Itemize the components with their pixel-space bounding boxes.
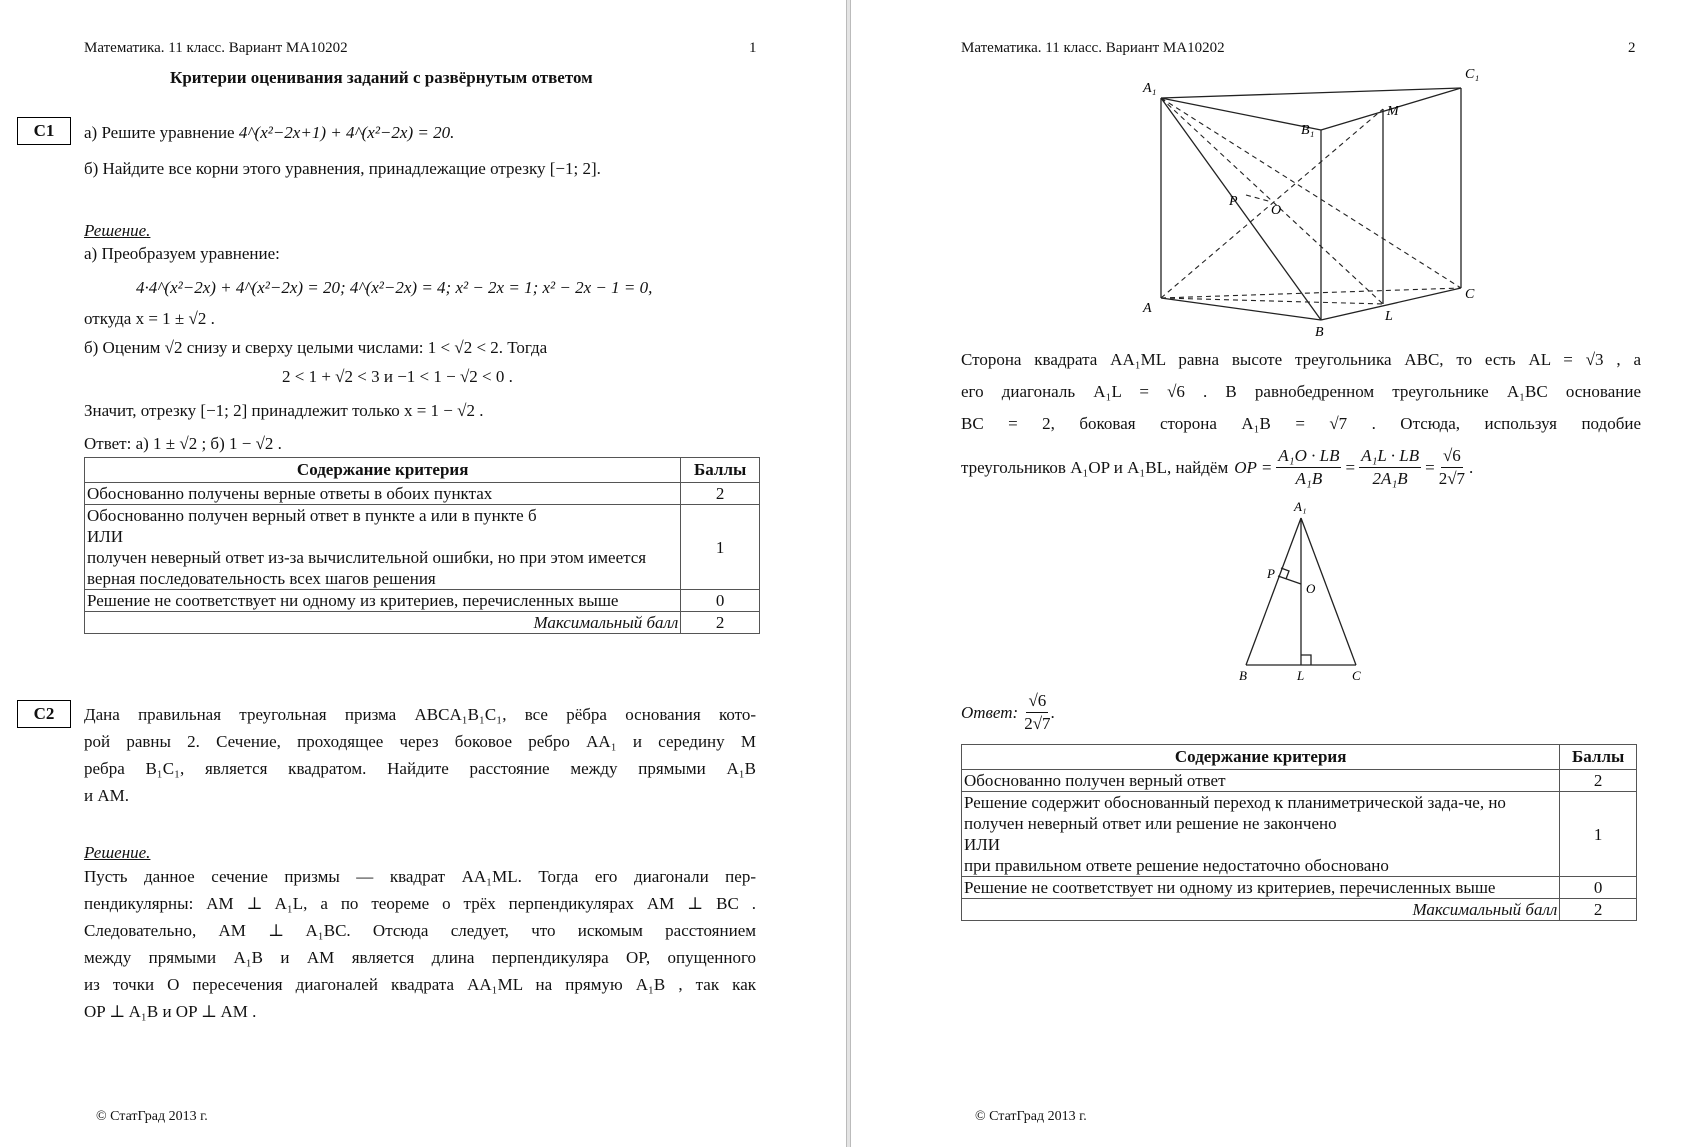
p2-answer: Ответ: $\frac{√6}{2√7}$ . bbox=[961, 691, 1055, 733]
triangle-label-c: C bbox=[1352, 668, 1361, 683]
c1-equation-line: 4·4^(x²−2x) + 4^(x²−2x) = 20; 4^(x²−2x) = 4; x² − 2x = 1; x² − 2x − 1 = 0, bbox=[136, 278, 653, 297]
triangle-label-b: B bbox=[1239, 668, 1247, 683]
c1-task-b: б) Найдите все корни этого уравнения, принадлежащие отрезку [−1; 2]. bbox=[84, 159, 601, 178]
c2-solution-line-5: из точки O пересечения диагоналей квадрата AA₁ML на прямую A₁B , так как bbox=[84, 975, 756, 994]
c1-criteria-table bbox=[84, 457, 760, 634]
formula-fraction-3 bbox=[1439, 445, 1465, 490]
table-header-points: Баллы bbox=[681, 458, 760, 483]
fraction-denominator: A₁B bbox=[1295, 469, 1323, 488]
c2-task-line-1: Дана правильная треугольная призма ABCA₁B₁C₁, все рёбра основания кото- bbox=[84, 705, 756, 724]
c1-inequality: 2 < 1 + √2 < 3 и −1 < 1 − √2 < 0 . bbox=[282, 367, 513, 386]
c1-step-a: а) Преобразуем уравнение: bbox=[84, 244, 280, 263]
criteria-text: Обоснованно получен верный ответ в пункте а или в пункте б bbox=[87, 506, 537, 525]
page-2 bbox=[851, 0, 1697, 1147]
criteria-text: Обоснованно получены верные ответы в обоих пунктах bbox=[85, 483, 681, 505]
triangle-label-a1: A₁ bbox=[1294, 499, 1307, 514]
page-title: Критерии оценивания заданий с развёрнутым ответом bbox=[170, 68, 593, 87]
triangle-label-l: L bbox=[1297, 668, 1305, 683]
c1-task-a-prefix: а) Решите уравнение bbox=[84, 123, 235, 142]
c2-criteria-table bbox=[961, 744, 1637, 921]
table-header-points: Баллы bbox=[1560, 745, 1637, 770]
criteria-text: Решение содержит обоснованный переход к планиметрической зада-че, но получен неверный ответ или решение не закончено bbox=[964, 793, 1506, 833]
table-row bbox=[962, 770, 1637, 792]
c1-solution-label: Решение. bbox=[84, 221, 151, 240]
table-row bbox=[962, 792, 1637, 877]
p2-text-line-1: Сторона квадрата AA₁ML равна высоте треугольника ABC, то есть AL = √3 , а bbox=[961, 350, 1641, 369]
criteria-points: 0 bbox=[681, 590, 760, 612]
criteria-text: Решение не соответствует ни одному из критериев, перечисленных выше bbox=[85, 590, 681, 612]
prism-label-b: B bbox=[1315, 325, 1324, 340]
c2-task-line-3: ребра B₁C₁, является квадратом. Найдите расстояние между прямыми A₁B bbox=[84, 759, 756, 778]
page-1 bbox=[0, 0, 846, 1147]
p2-text-line-4: треугольников A₁OP и A₁BL, найдём OP = $\frac{\text{A₁O · LB}}{\text{A₁B}}$ = $\frac{\text{A₁L · LB}}{\text{2A₁B}}$ = $\frac{√6}{2√7}$ . bbox=[961, 446, 1474, 488]
c2-solution-line-3: Следовательно, AM ⊥ A₁BC. Отсюда следует, что искомым расстоянием bbox=[84, 921, 756, 940]
c1-answer: Ответ: а) 1 ± √2 ; б) 1 − √2 . bbox=[84, 434, 282, 453]
c2-task-line-4: и AM. bbox=[84, 786, 129, 805]
criteria-text: Обоснованно получен верный ответ bbox=[962, 770, 1560, 792]
table-row bbox=[85, 505, 760, 590]
answer-label: Ответ: bbox=[961, 702, 1019, 722]
c1-conclusion: Значит, отрезку [−1; 2] принадлежит только x = 1 − √2 . bbox=[84, 401, 484, 420]
fraction-numerator: A₁L · LB bbox=[1359, 445, 1421, 468]
page-header: Математика. 11 класс. Вариант МА10202 bbox=[84, 40, 348, 56]
fraction-denominator: 2√7 bbox=[1438, 469, 1466, 488]
answer-fraction bbox=[1024, 690, 1050, 735]
prism-label-a1: A₁ bbox=[1143, 81, 1157, 96]
c2-solution-line-6: OP ⊥ A₁B и OP ⊥ AM . bbox=[84, 1002, 257, 1021]
criteria-text: Решение не соответствует ни одному из критериев, перечисленных выше bbox=[962, 877, 1560, 899]
max-score-value: 2 bbox=[1560, 899, 1637, 921]
table-row bbox=[85, 590, 760, 612]
prism-label-b1: B₁ bbox=[1301, 123, 1315, 138]
prism-label-m: M bbox=[1387, 104, 1399, 119]
criteria-or: ИЛИ bbox=[87, 527, 124, 546]
formula-fraction-1 bbox=[1276, 445, 1341, 490]
table-row-max bbox=[85, 612, 760, 634]
max-score-label: Максимальный балл bbox=[962, 899, 1560, 921]
p2-text-line-3: BC = 2, боковая сторона A₁B = √7 . Отсюда, используя подобие bbox=[961, 414, 1641, 433]
criteria-points: 0 bbox=[1560, 877, 1637, 899]
prism-label-o: O bbox=[1271, 203, 1282, 218]
prism-diagram bbox=[1121, 62, 1541, 342]
c2-solution-line-2: пендикулярны: AM ⊥ A₁L, а по теореме о трёх перпендикулярах AM ⊥ BC . bbox=[84, 894, 756, 913]
table-row bbox=[962, 877, 1637, 899]
triangle-diagram bbox=[1231, 498, 1411, 683]
triangle-label-p: P bbox=[1267, 566, 1275, 581]
fraction-denominator: 2√7 bbox=[1024, 714, 1051, 733]
criteria-points: 2 bbox=[681, 483, 760, 505]
formula-fraction-2 bbox=[1359, 445, 1421, 490]
triangle-label-o: O bbox=[1306, 581, 1316, 596]
fraction-numerator: √6 bbox=[1441, 445, 1463, 468]
fraction-numerator: A₁O · LB bbox=[1276, 445, 1341, 468]
task-label-c2: С2 bbox=[17, 700, 71, 728]
criteria-text-block bbox=[962, 792, 1560, 877]
table-row-max bbox=[962, 899, 1637, 921]
c1-step-b: б) Оценим √2 снизу и сверху целыми числами: 1 < √2 < 2. Тогда bbox=[84, 338, 548, 357]
p2-text-line-4-prefix: треугольников A₁OP и A₁BL, найдём bbox=[961, 457, 1229, 477]
c1-whence: откуда x = 1 ± √2 . bbox=[84, 309, 215, 328]
c2-solution-label: Решение. bbox=[84, 843, 151, 862]
criteria-points: 2 bbox=[1560, 770, 1637, 792]
table-header-criteria: Содержание критерия bbox=[85, 458, 681, 483]
page-header: Математика. 11 класс. Вариант МА10202 bbox=[961, 40, 1225, 56]
prism-label-c1: C₁ bbox=[1465, 67, 1480, 82]
max-score-label: Максимальный балл bbox=[85, 612, 681, 634]
formula-lhs: OP = bbox=[1234, 457, 1273, 477]
c1-task-a-equation: 4^(x²−2x+1) + 4^(x²−2x) = 20. bbox=[238, 123, 455, 142]
criteria-text-block bbox=[85, 505, 681, 590]
criteria-points: 1 bbox=[681, 505, 760, 590]
page-footer: © СтатГрад 2013 г. bbox=[975, 1109, 1087, 1124]
prism-label-a: A bbox=[1143, 301, 1152, 316]
prism-label-c: C bbox=[1465, 287, 1475, 302]
c2-task-line-2: рой равны 2. Сечение, проходящее через боковое ребро AA₁ и середину M bbox=[84, 732, 756, 751]
c2-solution-line-4: между прямыми A₁B и AM является длина перпендикуляра OP, опущенного bbox=[84, 948, 756, 967]
c1-task-a bbox=[84, 122, 804, 144]
task-label-c1: С1 bbox=[17, 117, 71, 145]
criteria-text-alt: получен неверный ответ из-за вычислительной ошибки, но при этом имеется верная последовательность всех шагов решения bbox=[87, 548, 647, 588]
page-number: 2 bbox=[1628, 40, 1636, 56]
page-footer: © СтатГрад 2013 г. bbox=[96, 1109, 208, 1124]
table-header-criteria: Содержание критерия bbox=[962, 745, 1560, 770]
criteria-text-alt: при правильном ответе решение недостаточно обосновано bbox=[964, 856, 1389, 875]
fraction-denominator: 2A₁B bbox=[1372, 469, 1408, 488]
max-score-value: 2 bbox=[681, 612, 760, 634]
page-number: 1 bbox=[749, 40, 757, 56]
fraction-numerator: √6 bbox=[1026, 690, 1048, 713]
criteria-or: ИЛИ bbox=[964, 835, 1001, 854]
table-row bbox=[85, 483, 760, 505]
prism-label-l: L bbox=[1385, 309, 1393, 324]
c2-solution-line-1: Пусть данное сечение призмы — квадрат AA₁ML. Тогда его диагонали пер- bbox=[84, 867, 756, 886]
p2-text-line-2: его диагональ A₁L = √6 . В равнобедренном треугольнике A₁BC основание bbox=[961, 382, 1641, 401]
criteria-points: 1 bbox=[1560, 792, 1637, 877]
prism-label-p: P bbox=[1229, 194, 1238, 209]
